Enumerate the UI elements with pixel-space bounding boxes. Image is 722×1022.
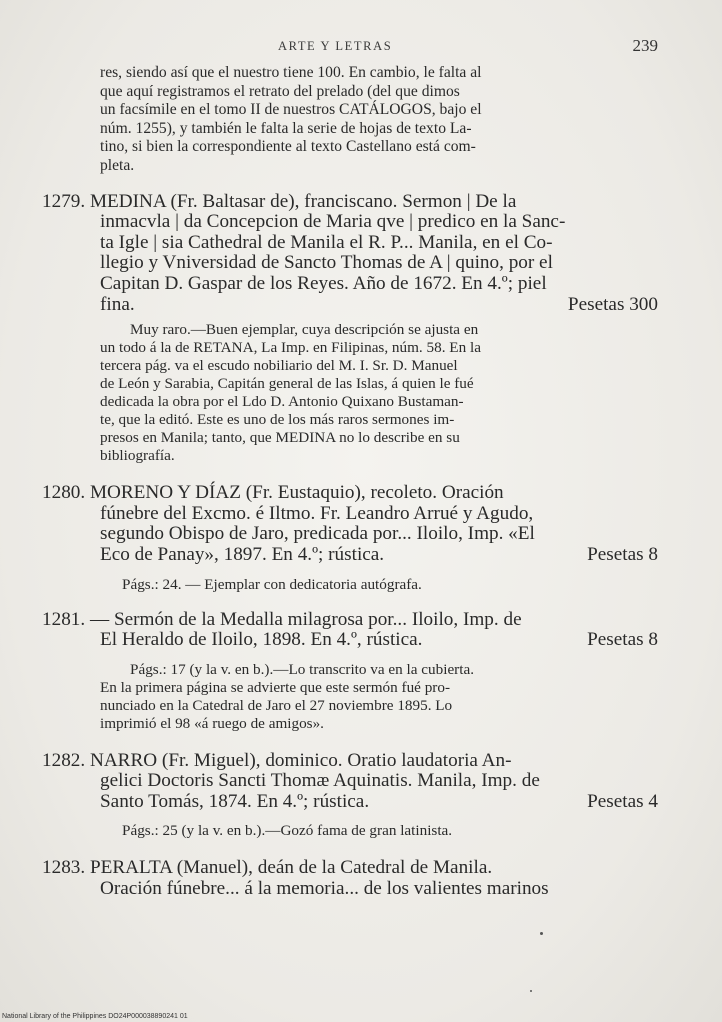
text-line: pleta. bbox=[100, 156, 135, 174]
entry-note bbox=[42, 822, 658, 840]
note-line: te, que la editó. Este es uno de los más raros sermones im- bbox=[100, 411, 455, 429]
price: Pesetas 4 bbox=[587, 790, 658, 812]
note-line: Págs.: 17 (y la v. en b.).—Lo transcrito va en la cubierta. bbox=[130, 660, 475, 678]
entry-line: segundo Obispo de Jaro, predicada por... Iloilo, Imp. «El bbox=[100, 523, 535, 545]
note-line: Muy raro.—Buen ejemplar, cuya descripción se ajusta en bbox=[130, 321, 479, 339]
entry-note bbox=[42, 576, 658, 594]
entry-line: llegio y Vniversidad de Sancto Thomas de A | quino, por el bbox=[100, 252, 553, 274]
entry-price-line bbox=[42, 630, 658, 651]
entry-line: Capitan D. Gaspar de los Reyes. Año de 1672. En 4.º; piel bbox=[100, 272, 547, 294]
entry-line: Oración fúnebre... á la memoria... de los valientes marinos bbox=[100, 878, 549, 900]
note-line: En la primera página se advierte que este sermón fué pro- bbox=[100, 678, 451, 696]
text-line: núm. 1255), y también le falta la serie de hojas de texto La- bbox=[100, 119, 472, 137]
page-number: 239 bbox=[632, 36, 658, 55]
note-line: de León y Sarabia, Capitán general de las Islas, á quien le fué bbox=[100, 375, 474, 393]
note-line: bibliografía. bbox=[100, 447, 175, 465]
price: Pesetas 8 bbox=[587, 629, 658, 651]
catalog-entry-1282 bbox=[42, 751, 658, 841]
note-line: dedicada la obra por el Ldo D. Antonio Quixano Bustaman- bbox=[100, 393, 464, 411]
entry-line: fúnebre del Excmo. é Iltmo. Fr. Leandro Arrué y Agudo, bbox=[100, 502, 534, 524]
entry-line: 1283. PERALTA (Manuel), deán de la Catedral de Manila. bbox=[42, 857, 493, 879]
scan-credit: National Library of the Philippines DO24P000038890241 01 bbox=[2, 1013, 188, 1020]
note-line: Págs.: 25 (y la v. en b.).—Gozó fama de gran latinista. bbox=[122, 822, 453, 840]
catalog-entry-1280 bbox=[42, 483, 658, 593]
entry-line: Eco de Panay», 1897. En 4.º; rústica. bbox=[100, 543, 385, 565]
running-title: ARTE Y LETRAS bbox=[278, 39, 393, 53]
entry-note bbox=[42, 661, 658, 733]
entry-price-line bbox=[42, 545, 658, 566]
entry-price-line bbox=[42, 792, 658, 813]
entry-line: 1282. NARRO (Fr. Miguel), dominico. Oratio laudatoria An- bbox=[42, 749, 512, 771]
entry-line: Santo Tomás, 1874. En 4.º; rústica. bbox=[100, 790, 370, 812]
catalog-entry-1279 bbox=[42, 192, 658, 466]
note-line: nunciado en la Catedral de Jaro el 27 noviembre 1895. Lo bbox=[100, 696, 453, 714]
text-line: res, siendo así que el nuestro tiene 100. En cambio, le falta al bbox=[100, 64, 482, 81]
text-line: un facsímile en el tomo II de nuestros CATÁLOGOS, bajo el bbox=[100, 101, 482, 119]
ink-speck bbox=[540, 932, 543, 935]
note-line: imprimió el 98 «á ruego de amigos». bbox=[100, 714, 324, 732]
catalog-entry-1281 bbox=[42, 610, 658, 733]
entry-line: 1280. MORENO Y DÍAZ (Fr. Eustaquio), recoleto. Oración bbox=[42, 482, 504, 504]
entry-line: 1281. — Sermón de la Medalla milagrosa por... Iloilo, Imp. de bbox=[42, 608, 522, 630]
ink-speck bbox=[530, 990, 532, 992]
entry-line: 1279. MEDINA (Fr. Baltasar de), franciscano. Sermon | De la bbox=[42, 190, 517, 212]
entry-line: El Heraldo de Iloilo, 1898. En 4.º, rústica. bbox=[100, 629, 423, 651]
note-line: tercera pág. va el escudo nobiliario del M. I. Sr. D. Manuel bbox=[100, 357, 458, 375]
text-line: que aquí registramos el retrato del prelado (del que dimos bbox=[100, 82, 460, 100]
note-line: Págs.: 24. — Ejemplar con dedicatoria autógrafa. bbox=[122, 575, 422, 593]
entry-line: gelici Doctoris Sancti Thomæ Aquinatis. Manila, Imp. de bbox=[100, 770, 540, 792]
entry-line: ta Igle | sia Cathedral de Manila el R. P... Manila, en el Co- bbox=[100, 231, 553, 253]
entry-note bbox=[42, 321, 658, 465]
text-line: tino, si bien la correspondiente al texto Castellano está com- bbox=[100, 138, 476, 156]
continuation-paragraph bbox=[100, 64, 658, 176]
note-line: presos en Manila; tanto, que MEDINA no lo describe en su bbox=[100, 429, 460, 447]
note-line: un todo á la de RETANA, La Imp. en Filipinas, núm. 58. En la bbox=[100, 339, 481, 357]
catalog-entry-1283 bbox=[42, 858, 658, 899]
page-header bbox=[100, 36, 658, 58]
entry-line: fina. bbox=[100, 293, 135, 315]
entry-line: inmacvla | da Concepcion de Maria qve | predico en la Sanc- bbox=[100, 211, 566, 233]
entry-price-line bbox=[42, 295, 658, 316]
price: Pesetas 8 bbox=[587, 543, 658, 565]
page-content bbox=[42, 64, 658, 900]
price: Pesetas 300 bbox=[567, 293, 658, 315]
